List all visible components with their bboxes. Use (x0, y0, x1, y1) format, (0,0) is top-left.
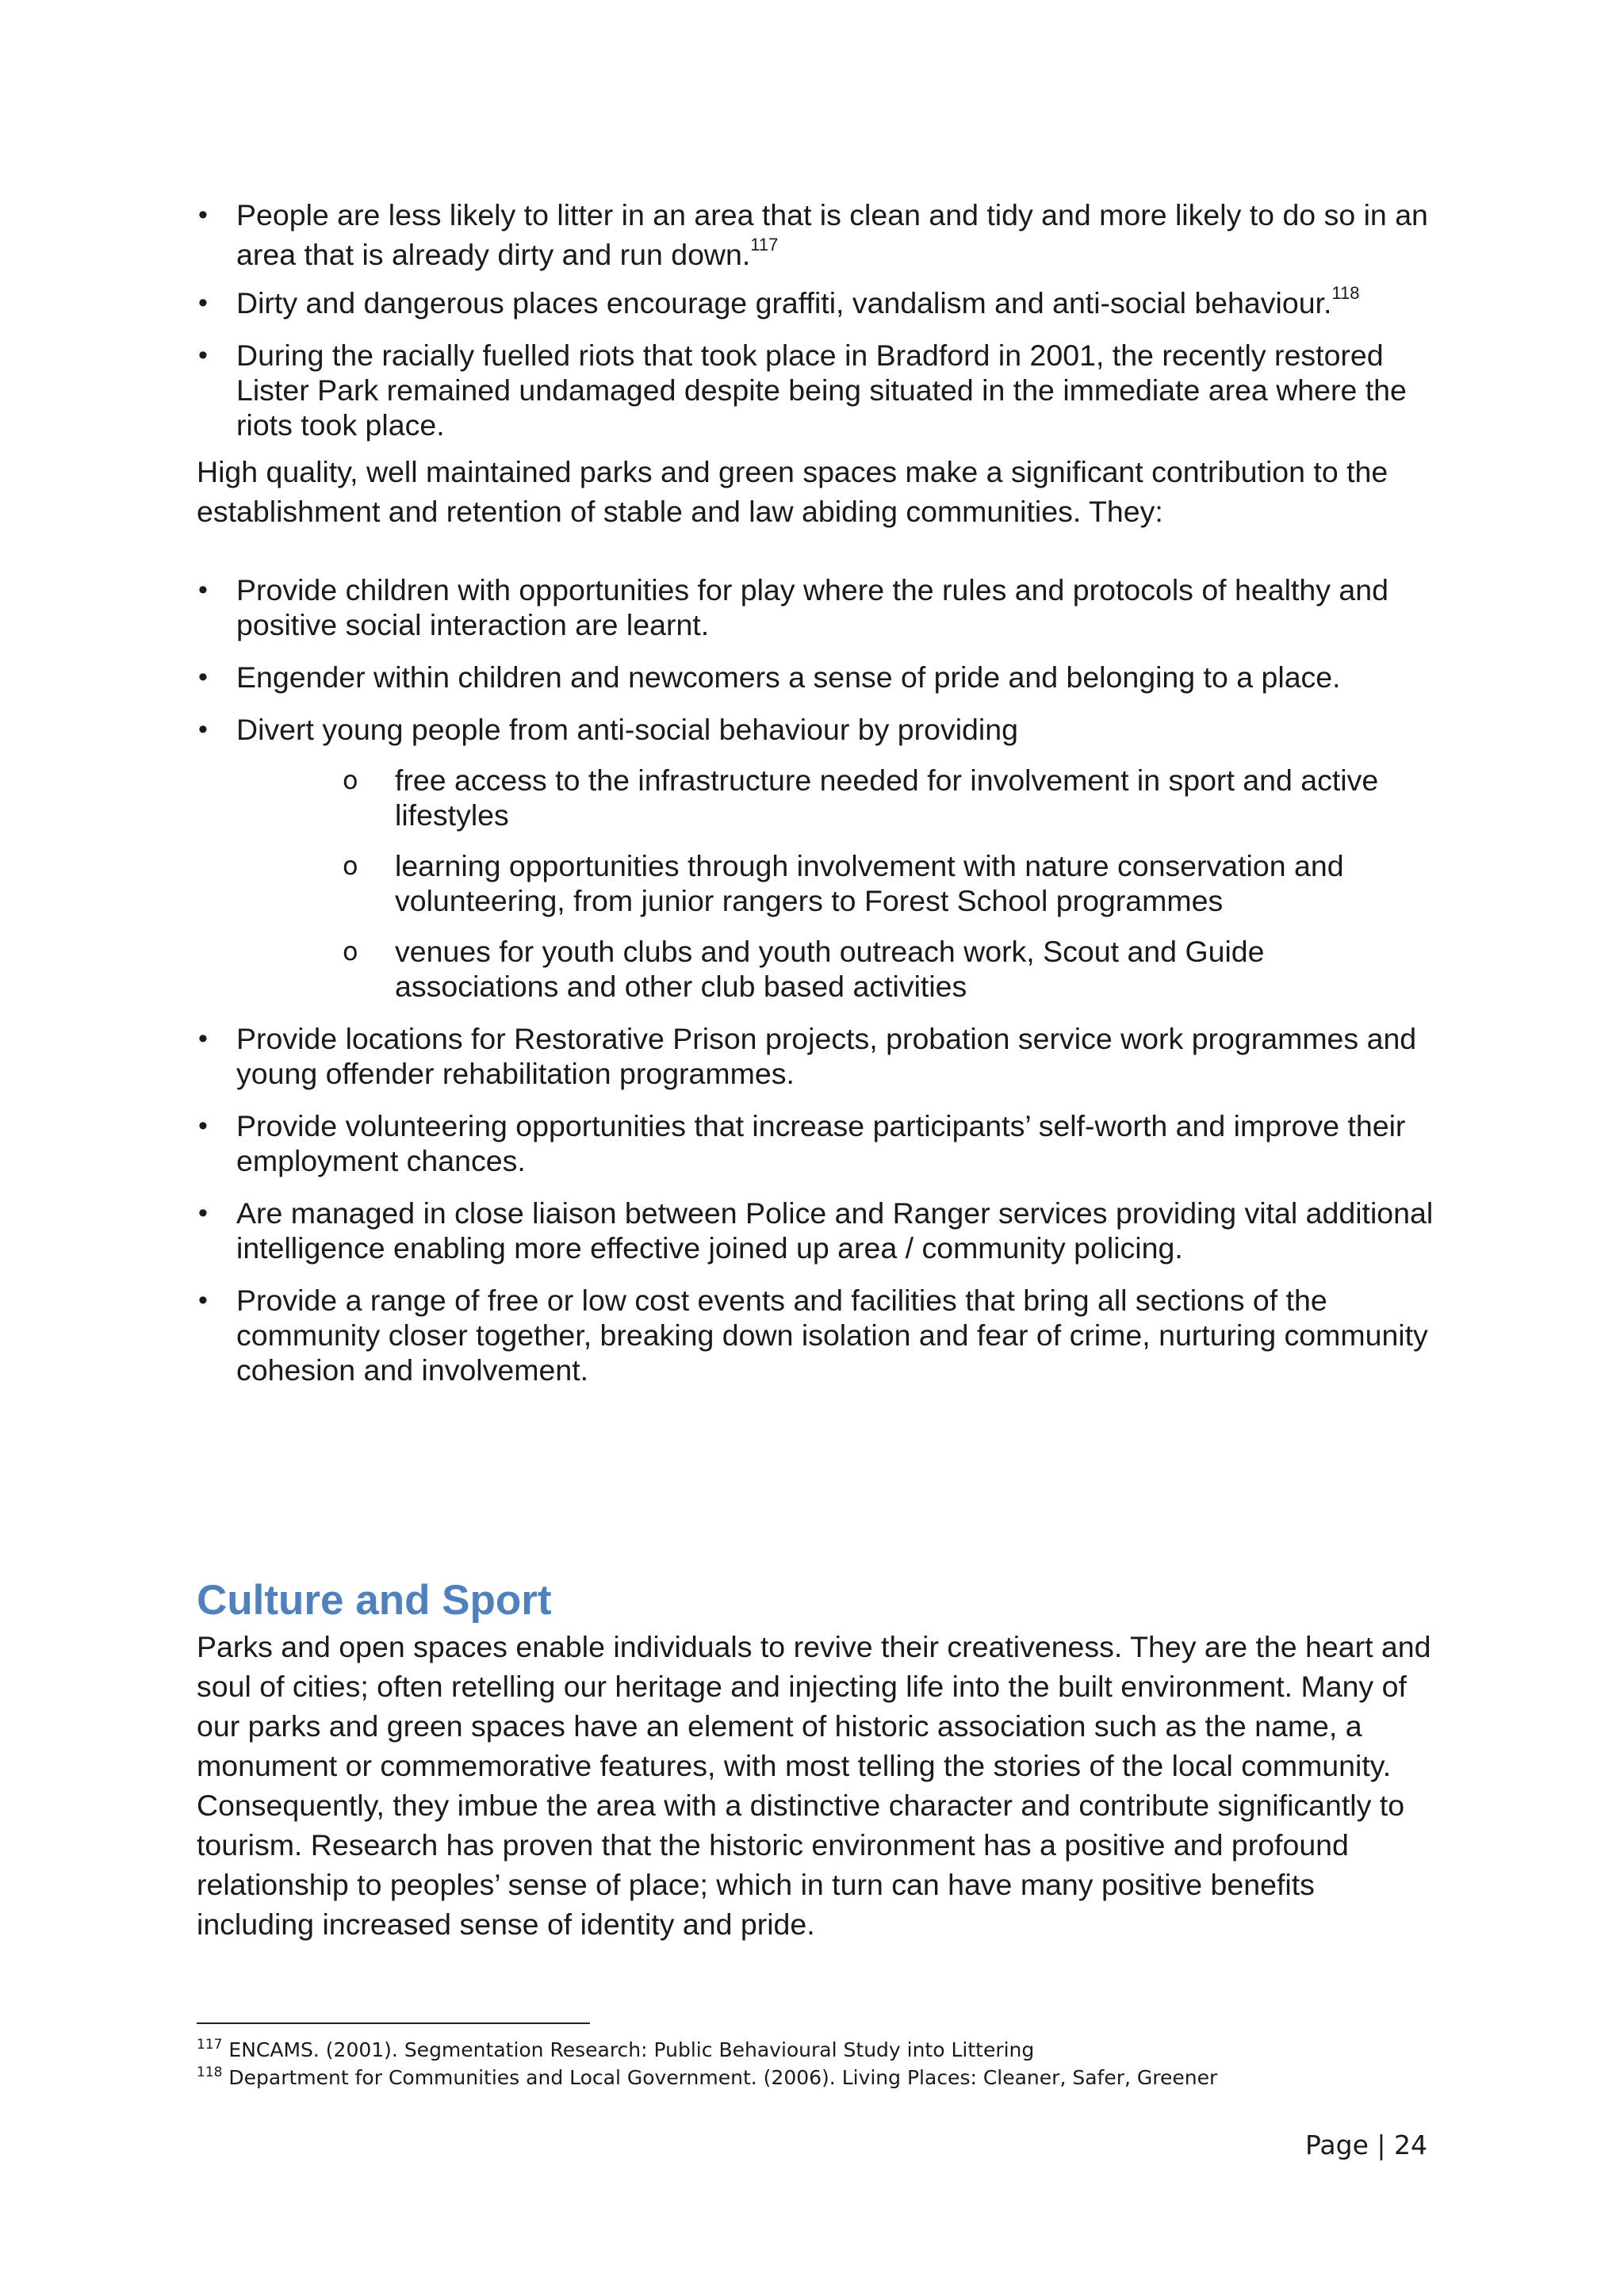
footnote-text: ENCAMS. (2001). Segmentation Research: Public Behavioural Study into Littering (228, 2038, 1035, 2061)
footnotes (197, 2036, 1217, 2091)
footnote-number: 118 (197, 2064, 223, 2080)
page-number: Page | 24 (1305, 2130, 1427, 2160)
sub-bullet-text: free access to the infrastructure needed for involvement in sport and active lifestyles (395, 763, 1379, 832)
sub-bullet-list (197, 763, 1434, 1004)
bullet-text: Are managed in close liaison between Police and Ranger services providing vital additional intelligence enabling more effective joined up area / community policing. (236, 1196, 1434, 1265)
bullet-icon: • (198, 575, 208, 605)
bullet-icon: • (198, 1285, 208, 1315)
bullet-text: People are less likely to litter in an area that is clean and tidy and more likely to do so in an area that is already dirty and run down. (236, 198, 1428, 271)
intro-paragraph: High quality, well maintained parks and green spaces make a significant contribution to the establishment and retention of stable and law abiding communities. They: (197, 455, 1388, 528)
sub-list-item (197, 934, 1434, 1004)
bullet-icon: • (198, 1198, 208, 1228)
list-item (197, 195, 1434, 274)
footnote (197, 2064, 1217, 2091)
circle-bullet-icon: o (343, 936, 358, 966)
footnote (197, 2036, 1217, 2064)
list-item (197, 660, 1434, 695)
list-item (197, 338, 1434, 442)
section-paragraph: Parks and open spaces enable individuals to revive their creativeness. They are the heart and soul of cities; often retelling our heritage and injecting life into the built environment. Many of our parks and green spaces have an element of historic association such as the name, a monument or commemorative features, with most telling the stories of the local community. Consequently, they imbue the area with a distinctive character and contribute significantly to tourism. Research has proven that the historic environment has a positive and profound relationship to peoples’ sense of place; which in turn can have many positive benefits including increased sense of identity and pride. (197, 1630, 1431, 1941)
sub-list-item (197, 763, 1434, 832)
sub-bullet-text: learning opportunities through involvement with nature conservation and volunteering, from junior rangers to Forest School programmes (395, 849, 1344, 917)
circle-bullet-icon: o (343, 765, 358, 795)
bullet-text: Engender within children and newcomers a sense of pride and belonging to a place. (236, 660, 1341, 694)
bullet-text: Provide children with opportunities for play where the rules and protocols of healthy and positive social interaction are learnt. (236, 573, 1388, 641)
bullet-icon: • (198, 662, 208, 692)
bullet-text: Dirty and dangerous places encourage graffiti, vandalism and anti-social behaviour. (236, 286, 1332, 320)
section-heading: Culture and Sport (197, 1577, 552, 1624)
list-item (197, 1108, 1434, 1178)
bullet-icon: • (198, 714, 208, 744)
bullet-icon: • (198, 288, 208, 318)
list-item (197, 1283, 1434, 1387)
bullet-text: During the racially fuelled riots that took place in Bradford in 2001, the recently restored Lister Park remained undamaged despite being situated in the immediate area where the riots took place. (236, 339, 1407, 442)
footnote-number: 117 (197, 2037, 223, 2053)
sub-bullet-text: venues for youth clubs and youth outreach work, Scout and Guide associations and other club based activities (395, 935, 1265, 1003)
footnote-text: Department for Communities and Local Government. (2006). Living Places: Cleaner, Safer, Greener (228, 2066, 1218, 2089)
bullet-icon: • (198, 1024, 208, 1054)
footnote-ref[interactable]: 118 (1331, 283, 1360, 303)
list-item (197, 572, 1434, 642)
bullet-text: Provide a range of free or low cost events and facilities that bring all sections of the community closer together, breaking down isolation and fear of crime, nurturing community cohesion and involvement. (236, 1284, 1428, 1387)
list-item (197, 1021, 1434, 1091)
bullet-list-after (197, 1021, 1434, 1387)
list-item (197, 1196, 1434, 1265)
bullet-text: Divert young people from anti-social behaviour by providing (236, 713, 1018, 746)
bullet-icon: • (198, 1111, 208, 1141)
circle-bullet-icon: o (343, 851, 358, 881)
bullet-text: Provide volunteering opportunities that increase participants’ self-worth and improve their employment chances. (236, 1109, 1406, 1177)
bullet-list-main (197, 572, 1434, 747)
sub-list-item (197, 848, 1434, 918)
bullet-list-top (197, 195, 1434, 442)
list-item (197, 712, 1434, 747)
footnote-ref[interactable]: 117 (750, 235, 779, 254)
bullet-icon: • (198, 340, 208, 370)
list-item (197, 285, 1434, 320)
page-body (197, 195, 1434, 1944)
bullet-icon: • (198, 200, 208, 230)
footnote-divider (197, 2022, 590, 2024)
bullet-text: Provide locations for Restorative Prison projects, probation service work programmes and young offender rehabilitation programmes. (236, 1022, 1417, 1090)
